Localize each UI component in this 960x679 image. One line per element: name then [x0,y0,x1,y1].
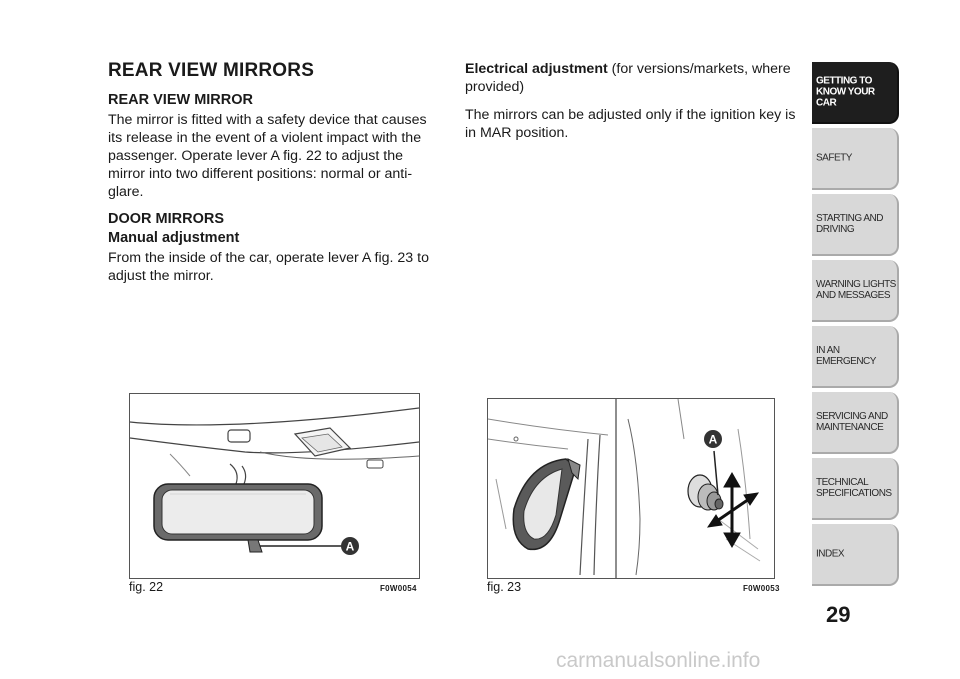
tab-label: INDEX [816,548,845,560]
chapter-sidebar [812,62,899,590]
electrical-adjustment-note: (for versions/markets, where provided) [465,61,791,95]
tab-servicing-and-maintenance[interactable] [812,392,899,454]
tab-in-an-emergency[interactable] [812,326,899,388]
tab-warning-lights[interactable] [812,260,899,322]
tab-label: TECHNICAL SPECIFICATIONS [816,477,892,499]
tab-safety[interactable] [812,128,899,190]
figure-22-interior-mirror [129,393,420,579]
figure-23-code: F0W0053 [743,584,780,593]
tab-label: IN AN EMERGENCY [816,345,876,367]
figure-23-door-mirror [487,398,775,579]
tab-index[interactable] [812,524,899,586]
callout-a-label-23: A [708,432,718,447]
electrical-adjustment-heading: Electrical adjustment [465,61,608,77]
tab-starting-and-driving[interactable] [812,194,899,256]
tab-label: SERVICING AND MAINTENANCE [816,411,888,433]
paragraph-electrical-heading [465,60,805,96]
left-column [108,60,438,295]
page-number: 29 [826,602,851,627]
paragraph-rear-view-mirror: The mirror is fitted with a safety device that causes its release in the event of a violent impact with the passenger. Operate lever A fig. 22 to adjust the mirror into two different positions: normal or anti-glare. [108,112,427,200]
subheading-manual-adjustment: Manual adjustment [108,230,240,246]
tab-label: STARTING AND DRIVING [816,213,883,235]
tab-technical-specifications[interactable] [812,458,899,520]
tab-getting-to-know-your-car[interactable] [812,62,899,124]
tab-label: GETTING TO KNOW YOUR CAR [816,75,875,109]
paragraph-manual-adjustment: From the inside of the car, operate lever A fig. 23 to adjust the mirror. [108,250,429,284]
door-mirror-illustration [488,399,774,578]
paragraph-electrical: The mirrors can be adjusted only if the ignition key is in MAR position. [465,107,796,141]
section-title: REAR VIEW MIRRORS [108,60,315,81]
figure-23-caption: fig. 23 [487,580,522,594]
watermark: carmanualsonline.info [556,649,761,672]
callout-a-label: A [345,539,355,554]
tab-label: WARNING LIGHTS AND MESSAGES [816,279,896,301]
subheading-door-mirrors: DOOR MIRRORS [108,211,224,227]
subheading-rear-view-mirror: REAR VIEW MIRROR [108,92,253,108]
tab-label: SAFETY [816,152,852,164]
figure-22-caption: fig. 22 [129,580,164,594]
right-column [465,60,805,152]
interior-mirror-illustration [130,394,419,578]
figure-22-code: F0W0054 [380,584,417,593]
